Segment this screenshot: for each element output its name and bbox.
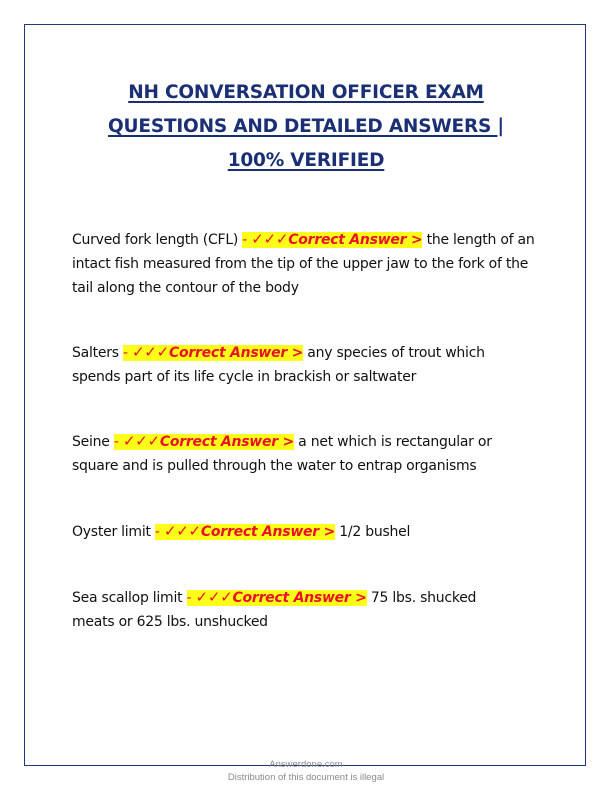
checkmarks-icon: ✓✓✓ bbox=[122, 432, 160, 450]
qa-answer: 1/2 bushel bbox=[339, 524, 411, 540]
title-line-3: 100% VERIFIED bbox=[227, 150, 385, 171]
correct-answer-label: Correct Answer > bbox=[200, 524, 336, 540]
qa-term: Curved fork length (CFL) bbox=[72, 232, 239, 248]
correct-answer-marker: - ✓✓✓Correct Answer > bbox=[186, 588, 367, 606]
qa-term: Salters bbox=[72, 345, 119, 361]
qa-term: Seine bbox=[72, 434, 110, 450]
correct-answer-label: Correct Answer > bbox=[168, 345, 304, 361]
checkmarks-icon: ✓✓✓ bbox=[195, 588, 233, 606]
checkmarks-icon: ✓✓✓ bbox=[131, 343, 169, 361]
qa-answer: 75 lbs. shucked meats or 625 lbs. unshucked bbox=[72, 590, 477, 630]
qa-item-oyster-limit bbox=[72, 519, 522, 544]
checkmarks-icon: ✓✓✓ bbox=[251, 230, 289, 248]
qa-item-curved-fork-length bbox=[72, 227, 542, 300]
correct-answer-label: Correct Answer > bbox=[159, 434, 294, 450]
correct-answer-marker: - ✓✓✓Correct Answer > bbox=[113, 432, 294, 450]
document-title bbox=[60, 76, 552, 178]
footer-notice: Distribution of this document is illegal bbox=[227, 772, 385, 783]
correct-answer-marker: - ✓✓✓Correct Answer > bbox=[242, 230, 423, 248]
title-line-2: QUESTIONS AND DETAILED ANSWERS | bbox=[108, 116, 504, 137]
qa-answer: any species of trout which spends part of its life cycle in brackish or saltwater bbox=[72, 345, 485, 385]
correct-answer-marker: - ✓✓✓Correct Answer > bbox=[154, 522, 336, 540]
qa-item-salters bbox=[72, 340, 522, 389]
qa-item-seine bbox=[72, 429, 522, 478]
title-line-1: NH CONVERSATION OFFICER EXAM bbox=[128, 82, 484, 103]
qa-term: Oyster limit bbox=[72, 524, 151, 540]
qa-term: Sea scallop limit bbox=[72, 590, 183, 606]
correct-answer-label: Correct Answer > bbox=[232, 590, 367, 606]
checkmarks-icon: ✓✓✓ bbox=[163, 522, 201, 540]
footer-site: Answerdone.com bbox=[269, 759, 343, 770]
correct-answer-marker: - ✓✓✓Correct Answer > bbox=[122, 343, 304, 361]
correct-answer-label: Correct Answer > bbox=[288, 232, 423, 248]
qa-answer: a net which is rectangular or square and is pulled through the water to entrap organisms bbox=[72, 434, 492, 474]
qa-answer: the length of an intact fish measured from the tip of the upper jaw to the fork of the tail along the contour of the body bbox=[72, 232, 535, 296]
qa-item-sea-scallop-limit bbox=[72, 585, 502, 634]
